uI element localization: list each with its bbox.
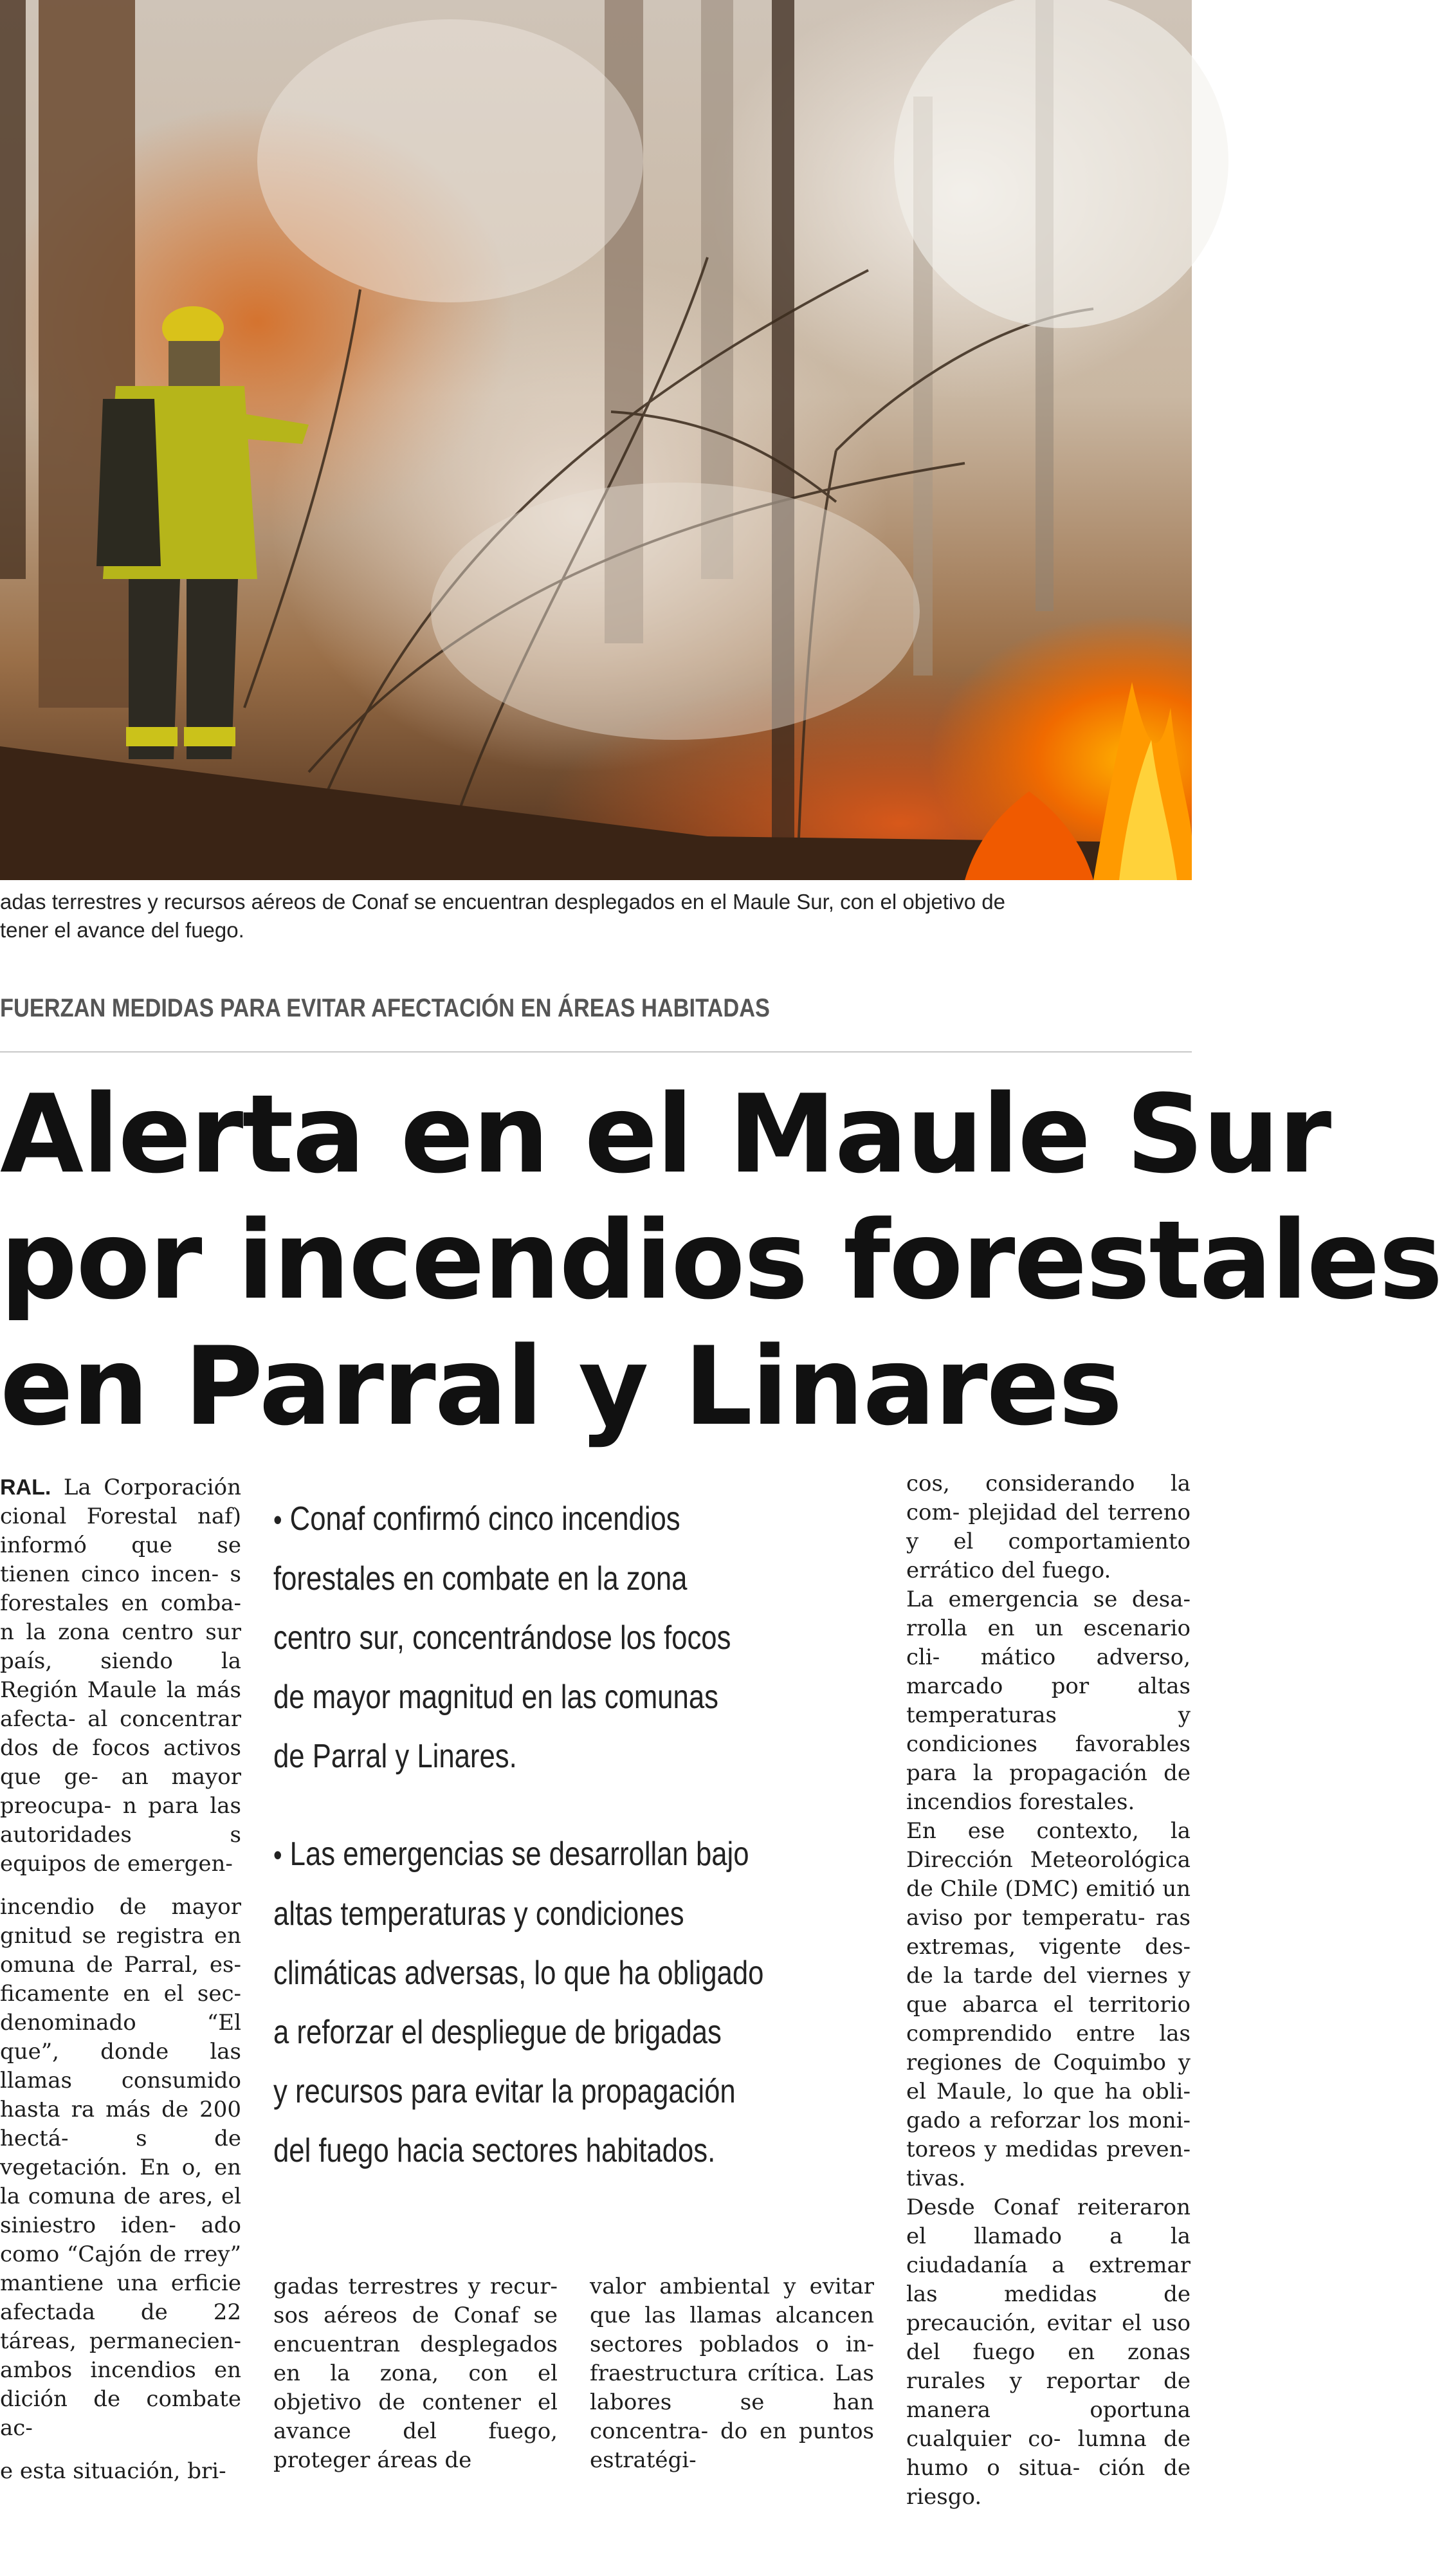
highlight-line: del fuego hacia sectores habitados. <box>273 2132 716 2169</box>
highlight-line: de mayor magnitud en las comunas <box>273 1679 718 1716</box>
column-1-paragraph-1 <box>0 1473 241 1879</box>
highlight-item <box>273 1825 879 2180</box>
column-4-paragraph-2: La emergencia se desa- rrolla en un escenario cli- mático adverso, marcado por altas temperaturas y condiciones favorables para la propagación de incendios forestales. <box>906 1587 1191 1815</box>
headline-line-2: por incendios forestales <box>0 1197 1442 1323</box>
highlight-item <box>273 1489 879 1786</box>
divider <box>0 1051 1192 1053</box>
highlight-line: Las emergencias se desarrollan bajo <box>289 1835 749 1873</box>
highlight-line: de Parral y Linares. <box>273 1738 517 1775</box>
highlight-line: climáticas adversas, lo que ha obligado <box>273 1955 764 1992</box>
column-4-paragraph-4: Desde Conaf reiteraron el llamado a la ciudadanía a extremar las medidas de precaución, evitar el uso del fuego en zonas rurales y reportar de manera oportuna cualquier co- lumna de humo o situa- ción de riesgo. <box>906 2194 1191 2510</box>
article-column-2 <box>273 2272 558 2475</box>
forest-fire-photo <box>0 0 1192 880</box>
column-2-text: gadas terrestres y recur- sos aéreos de Conaf se encuentran desplegados en la zona, con el objetivo de contener el avance del fuego, proteger áreas de <box>273 2274 558 2473</box>
firefighter-forest-fire-photo-icon <box>0 0 1192 880</box>
column-4-paragraph-3: En ese contexto, la Dirección Meteorológica de Chile (DMC) emitió un aviso por temperatu- ras extremas, vigente des- de la tarde del viernes y que abarca el territorio comprendido entre las regiones de Coquimbo y el Maule, lo que ha obli- gado a reforzar los moni- toreos y medidas preven- tivas. <box>906 1818 1191 2191</box>
article-column-1 <box>0 1473 241 2486</box>
kicker: FUERZAN MEDIDAS PARA EVITAR AFECTACIÓN EN ÁREAS HABITADAS <box>0 994 770 1022</box>
photo-caption <box>0 888 1192 944</box>
headline-line-3: en Parral y Linares <box>0 1323 1122 1449</box>
column-1-text-1: La Corporación cional Forestal naf) informó que se tienen cinco incen- s forestales en comba- n la zona centro sur país, siendo la Región Maule la más afecta- al concentrar dos de focos activos que ge- an mayor preocupa- n para las autoridades s equipos de emergen- <box>0 1475 241 1877</box>
headline <box>0 1071 1442 1449</box>
column-1-paragraph-3: e esta situación, bri- <box>0 2458 226 2484</box>
highlight-line: centro sur, concentrándose los focos <box>273 1619 731 1657</box>
dateline: RAL. <box>0 1475 51 1500</box>
column-4-paragraph-1: cos, considerando la com- plejidad del terreno y el comportamiento errático del fuego. <box>906 1471 1191 1583</box>
bullet-icon: • <box>273 1503 282 1536</box>
highlight-line: Conaf confirmó cinco incendios <box>289 1500 680 1538</box>
column-1-paragraph-2: incendio de mayor gnitud se registra en omuna de Parral, es- ficamente en el sec- denominado “El que”, donde las llamas consumido hasta ra más de 200 hectá- s de vegetación. En o, en la comuna de ares, el siniestro iden- ado como “Cajón de rrey” mantiene una erficie afectada de 22 táreas, permanecien- ambos incendios en dición de combate ac- <box>0 1894 241 2441</box>
article-column-3 <box>590 2272 874 2475</box>
caption-line-2: tener el avance del fuego. <box>0 918 244 942</box>
highlight-line: y recursos para evitar la propagación <box>273 2073 736 2110</box>
highlight-line: altas temperaturas y condiciones <box>273 1895 684 1933</box>
highlights-box <box>273 1489 878 2219</box>
highlight-line: a reforzar el despliegue de brigadas <box>273 2014 722 2051</box>
headline-line-1: Alerta en el Maule Sur <box>0 1071 1331 1197</box>
bullet-icon: • <box>273 1838 282 1872</box>
caption-line-1: adas terrestres y recursos aéreos de Conaf se encuentran desplegados en el Maule Sur, con el objetivo de <box>0 890 1005 914</box>
column-3-text: valor ambiental y evitar que las llamas alcancen sectores poblados o in- fraestructura crítica. Las labores se han concentra- do en puntos estratégi- <box>590 2274 874 2473</box>
article-column-4 <box>906 1469 1191 2512</box>
highlight-line: forestales en combate en la zona <box>273 1560 688 1597</box>
